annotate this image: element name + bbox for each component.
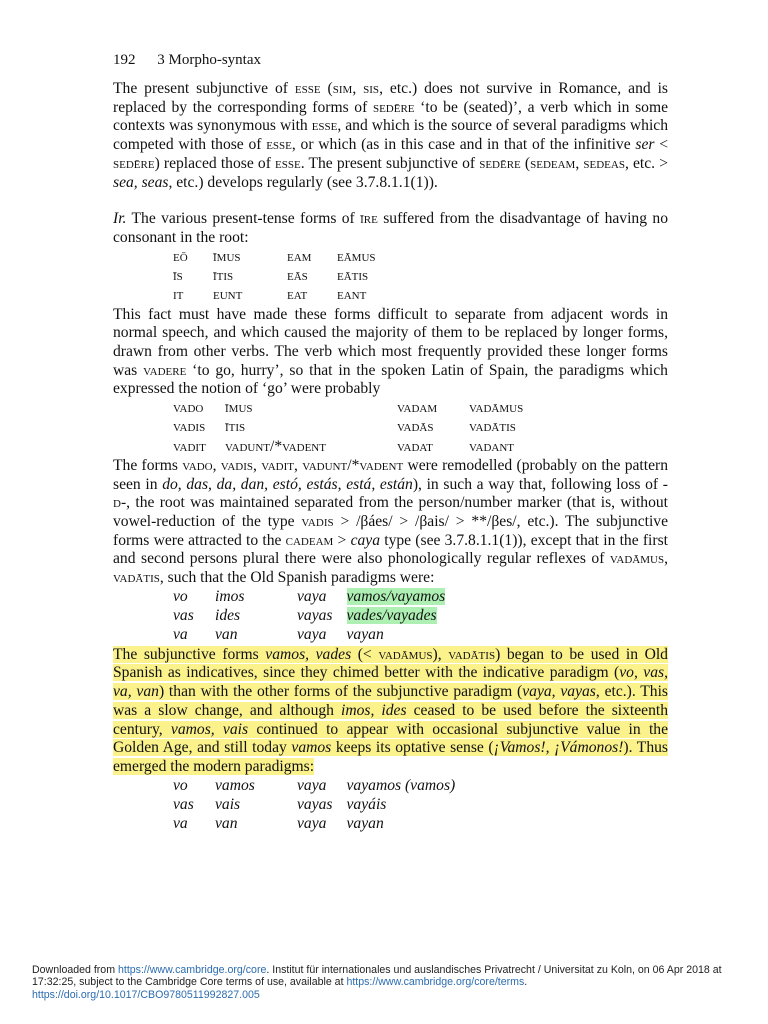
text-run: , etc.). This was a slow change, and although	[113, 683, 669, 719]
paradigm-cell	[173, 588, 215, 607]
text-run: cadeam	[285, 531, 334, 549]
text-run: Ir.	[113, 210, 127, 228]
text-run: ) began to be used in Old Spanish as indicatives, since they chimed better with the indicative paradigm (	[113, 645, 668, 682]
paradigm-cell	[173, 418, 225, 437]
paradigm-cell	[213, 248, 287, 267]
text-run: esse	[275, 154, 301, 172]
text-run: /*	[347, 456, 360, 474]
paradigm-form: vayamos (vamos)	[346, 776, 456, 794]
text-run: type (see 3.7.8.1.1(1)), except that in the first and second persons plural there were also phonologically regular reflexes of	[113, 531, 668, 568]
text-run: imos, ides	[341, 701, 407, 719]
footer-prefix: Downloaded from	[32, 964, 118, 976]
paradigm-row	[173, 588, 459, 607]
text-run: esse	[311, 117, 338, 135]
footer-core-link[interactable]: https://www.cambridge.org/core	[117, 964, 267, 976]
paradigm-form: ītis	[225, 418, 246, 436]
paradigm-row	[173, 267, 390, 286]
text-run: d	[113, 494, 121, 512]
paragraph-ir	[113, 210, 668, 247]
text-run: vo, vas, va, van	[113, 664, 668, 701]
paradigm-row	[173, 418, 537, 437]
paradigm-form: vamos	[215, 776, 255, 794]
text-run: , etc. >	[624, 154, 669, 172]
paradigm-form: vas	[173, 607, 194, 625]
paradigm-cell	[173, 399, 225, 418]
paradigm-cell	[397, 438, 469, 457]
text-run: suffered from the disadvantage of having no consonant in the root:	[113, 210, 668, 246]
paradigm-form: vayas	[297, 795, 333, 813]
paragraph-vadere	[113, 306, 668, 400]
page-number: 192	[113, 52, 136, 68]
paradigm-form: vadātis	[469, 418, 516, 436]
text-run: The subjunctive forms	[113, 645, 266, 663]
text-run: ‘to be (seated)’, a verb which in some contexts was synonymous with	[113, 98, 669, 135]
text-run: keeps its optative sense (	[331, 739, 494, 757]
paradigm-form: eāmus	[337, 247, 376, 265]
text-run: do, das, da, dan, estó, estás, está, están	[162, 475, 413, 493]
text-run: vadāmus	[609, 550, 665, 568]
text-run: vadis	[301, 513, 334, 531]
paragraph-remodelled	[113, 457, 668, 588]
text-run: The forms	[113, 456, 183, 474]
text-run: sim	[332, 80, 353, 97]
paradigm-cell	[297, 588, 347, 607]
running-header	[113, 52, 261, 69]
paradigm-cell	[297, 796, 347, 815]
paradigm-form: eās	[287, 266, 308, 284]
text-run: The present subjunctive of	[113, 80, 295, 97]
paradigm-cell	[297, 777, 347, 796]
text-run: ,	[253, 456, 262, 474]
paradigm-cell	[173, 777, 215, 796]
text-run: ceased to be used before the sixteenth century,	[113, 701, 669, 738]
paradigm-cell	[347, 588, 460, 607]
paradigm-form: īmus	[225, 399, 253, 417]
paradigm-form: eat	[287, 286, 308, 304]
footer-middle: . Institut für internationales und auslandisches Privatrecht / Universitat zu Koln, on 06 Apr 2018 at 17:32:25, subject to the Cambridge Core terms of use, available at	[32, 964, 722, 989]
text-run: sedeas	[583, 154, 625, 172]
paradigm-form: va	[173, 815, 188, 833]
paradigm-cell	[337, 267, 390, 286]
text-run: vadātis	[113, 569, 160, 587]
text-run: īre	[360, 210, 378, 228]
paradigm-row	[173, 777, 469, 796]
text-run: ), in such a way that, following loss of -	[412, 475, 668, 493]
paradigm-cell	[215, 815, 297, 834]
text-run: vadit	[261, 456, 294, 474]
paradigm-cell	[173, 248, 213, 267]
text-run: ,	[294, 456, 303, 474]
text-run: vadunt	[302, 456, 348, 474]
paradigm-cell	[297, 607, 347, 626]
paradigm-form: īs	[173, 266, 183, 284]
text-run: vamos, vades	[265, 645, 352, 663]
paradigm-form: eant	[337, 286, 367, 304]
paradigm-row	[173, 815, 469, 834]
paradigm-cell	[215, 796, 297, 815]
paradigm-form: vayan	[346, 626, 384, 644]
paradigm-form: vado	[173, 399, 204, 417]
text-run: sedēre	[479, 154, 521, 172]
text-run: sedeam	[530, 154, 576, 172]
paradigm-form: vaya	[297, 587, 327, 605]
paradigm-cell	[215, 777, 297, 796]
main-text	[113, 80, 668, 835]
paradigm-form: vaya	[297, 626, 327, 644]
text-run: vadātis	[448, 645, 496, 663]
paradigm-row	[173, 796, 469, 815]
text-run: (	[320, 80, 333, 97]
paradigm-cell	[469, 399, 537, 418]
chapter-title: 3 Morpho-syntax	[157, 52, 261, 68]
paradigm-form: vadunt/*vadent	[225, 437, 326, 455]
text-run: sis	[363, 80, 380, 97]
paradigm-cell	[225, 418, 397, 437]
paradigm-cell	[397, 399, 469, 418]
text-run: <	[654, 136, 668, 154]
paradigm-cell	[225, 438, 397, 457]
paradigm-cell	[347, 626, 460, 645]
footer-doi-link[interactable]: https://doi.org/10.1017/CBO9780511992827.005	[32, 988, 260, 1001]
text-run: The various present-tense forms of	[126, 210, 361, 228]
paradigm-form: vamos/vayamos	[346, 587, 446, 605]
text-run: ¡Vamos!, ¡Vámonos!	[493, 739, 624, 757]
paradigm-cell	[337, 286, 390, 305]
text-run: (	[520, 154, 531, 172]
text-run: esse	[294, 80, 321, 97]
text-run: >	[333, 531, 351, 549]
text-run: (<	[351, 645, 379, 663]
text-run: vaya, vayas	[522, 683, 596, 701]
paragraph-esse	[113, 80, 668, 192]
text-run: vamos, vais	[170, 720, 249, 738]
paradigm-form: it	[173, 286, 184, 304]
paradigm-form: eam	[287, 247, 312, 265]
paradigm-form: ītis	[213, 266, 234, 284]
text-run: sedēre	[113, 154, 155, 172]
paradigm-cell	[173, 607, 215, 626]
text-run: caya	[350, 531, 381, 549]
text-run: sedēre	[372, 98, 415, 116]
paradigm-cell	[287, 286, 337, 305]
text-run: , and which is the source of several paradigms which competed with those of	[113, 117, 669, 154]
paragraph-subjunctive-forms	[113, 646, 668, 777]
paradigm-form: eō	[173, 247, 188, 265]
paradigm-cell	[215, 607, 297, 626]
paradigm-cell	[347, 607, 460, 626]
text-run: continued to appear with occasional subjunctive value in the Golden Age, and still today	[113, 720, 669, 757]
text-run: vadis	[220, 456, 253, 474]
text-run: , etc.) develops regularly (see 3.7.8.1.1(1)).	[168, 173, 438, 191]
paradigm-form: vayáis	[346, 795, 387, 813]
paradigm-form: van	[215, 626, 238, 644]
paradigm-cell	[347, 777, 470, 796]
paradigm-form: vas	[173, 795, 194, 813]
paradigm-table-modern	[173, 777, 469, 835]
text-run: ,	[352, 80, 364, 97]
paradigm-row	[173, 286, 390, 305]
paradigm-form: vadam	[397, 399, 438, 417]
paradigm-cell	[469, 418, 537, 437]
paradigm-form: vaya	[297, 776, 327, 794]
paradigm-row	[173, 607, 459, 626]
paradigm-cell	[337, 248, 390, 267]
paradigm-form: īmus	[213, 247, 241, 265]
paradigm-cell	[173, 438, 225, 457]
text-run: esse	[266, 136, 292, 154]
text-run: ‘to go, hurry’, so that in the spoken Latin of Spain, the paradigms which expressed the notion of ‘go’ were probably	[113, 361, 668, 398]
text-run: vadere	[143, 361, 187, 379]
paradigm-cell	[173, 796, 215, 815]
text-run: were remodelled (probably on the pattern seen in	[113, 456, 668, 493]
paradigm-cell	[397, 418, 469, 437]
text-run: > /βáes/ > /βais/ > **/βes/, etc.). The subjunctive forms were attracted to the	[113, 513, 669, 549]
paradigm-cell	[469, 438, 537, 457]
paradigm-form: ides	[215, 607, 241, 625]
paradigm-row	[173, 438, 537, 457]
text-run: -, the root was maintained separated from the person/number marker (that is, without vowel-reduction of the type	[113, 494, 668, 531]
paradigm-form: vadās	[397, 418, 434, 436]
text-run: vamos	[291, 739, 332, 757]
text-run: This fact must have made these forms difficult to separate from adjacent words in normal speech, and which caused the majority of them to be replaced by longer forms, drawn from other verbs. The verb which most frequently provided these longer forms was	[113, 305, 668, 379]
paradigm-cell	[173, 626, 215, 645]
text-run: ,	[575, 154, 584, 172]
paradigm-cell	[347, 796, 470, 815]
text-run: ) than with the other forms of the subjunctive paradigm (	[158, 683, 523, 701]
text-run: , or which (as in this case and in that of the infinitive	[291, 136, 636, 154]
paradigm-form: va	[173, 626, 188, 644]
paradigm-cell	[287, 267, 337, 286]
paradigm-table-ire	[173, 248, 390, 306]
paradigm-form: vo	[173, 776, 188, 794]
paradigm-form: vadit	[173, 437, 206, 455]
paradigm-form: vo	[173, 587, 188, 605]
paradigm-form: vayas	[297, 607, 333, 625]
text-run: , etc.) does not survive in Romance, and is replaced by the corresponding forms of	[113, 80, 669, 116]
paradigm-row	[173, 248, 390, 267]
paradigm-table-old-spanish	[173, 588, 459, 646]
paradigm-form: vayan	[346, 815, 384, 833]
text-run: ,	[664, 550, 668, 568]
footer-period: .	[524, 976, 528, 989]
paradigm-form: vades/vayades	[346, 607, 437, 625]
text-run: sea, seas	[113, 173, 169, 191]
paradigm-cell	[173, 815, 215, 834]
paradigm-form: vaya	[297, 815, 327, 833]
text-run: vadent	[359, 456, 404, 474]
paradigm-cell	[215, 626, 297, 645]
paradigm-form: vadis	[173, 418, 206, 436]
paradigm-row	[173, 626, 459, 645]
paradigm-cell	[215, 588, 297, 607]
paradigm-cell	[287, 248, 337, 267]
paradigm-form: vadat	[397, 437, 433, 455]
paradigm-cell	[297, 815, 347, 834]
paradigm-table-vadere	[173, 399, 537, 457]
text-run: ) replaced those of	[154, 154, 276, 172]
paradigm-form: vadant	[469, 437, 515, 455]
text-run: ),	[432, 645, 449, 663]
paradigm-form: vadāmus	[469, 399, 524, 417]
paradigm-form: imos	[215, 587, 245, 605]
footer-terms-link[interactable]: https://www.cambridge.org/core/terms	[346, 976, 525, 989]
paradigm-cell	[213, 267, 287, 286]
paradigm-form: vais	[215, 795, 241, 813]
paradigm-cell	[347, 815, 470, 834]
text-run: , such that the Old Spanish paradigms were:	[159, 569, 435, 587]
paradigm-form: eunt	[213, 286, 243, 304]
download-footer	[32, 964, 738, 1001]
text-run: ). Thus emerged the modern paradigms:	[113, 739, 668, 775]
paradigm-form: van	[215, 815, 238, 833]
paradigm-form: eātis	[337, 266, 369, 284]
text-run: vadāmus	[378, 645, 433, 663]
paradigm-cell	[213, 286, 287, 305]
paradigm-cell	[225, 399, 397, 418]
paradigm-cell	[297, 626, 347, 645]
text-run: . The present subjunctive of	[300, 154, 480, 172]
paradigm-row	[173, 399, 537, 418]
text-run: ,	[212, 456, 221, 474]
paradigm-cell	[173, 286, 213, 305]
paradigm-cell	[173, 267, 213, 286]
text-run: vado	[182, 456, 213, 474]
text-run: ser	[635, 136, 655, 154]
